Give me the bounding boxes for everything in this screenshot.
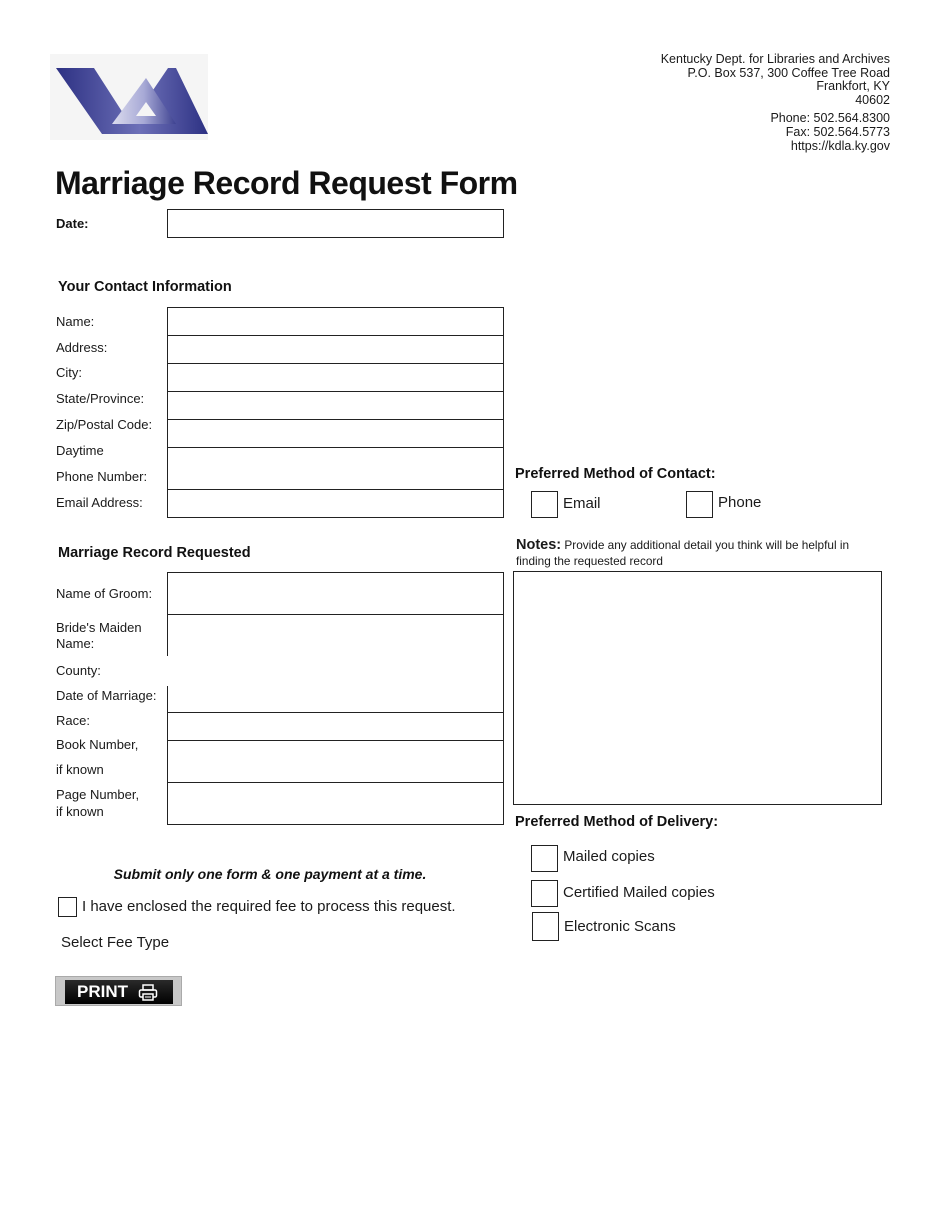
address-line: Kentucky Dept. for Libraries and Archives [660, 52, 890, 66]
agency-address-block [661, 53, 890, 153]
book-number-label-line-2: if known [56, 762, 104, 777]
fee-type-select[interactable]: Select Fee Type [61, 934, 170, 951]
marriage-date-label: Date of Marriage: [56, 688, 157, 703]
electronic-scans-label: Electronic Scans [564, 918, 676, 935]
record-section-heading: Marriage Record Requested [58, 545, 251, 561]
address-field[interactable] [167, 335, 504, 364]
daytime-label: Daytime [56, 443, 104, 458]
email-label: Email Address: [56, 495, 143, 510]
bride-label-line-2: Name: [56, 636, 95, 651]
page-number-label-line-1: Page Number, [56, 787, 140, 802]
electronic-scans-checkbox[interactable] [532, 912, 559, 941]
groom-label: Name of Groom: [56, 586, 153, 601]
printer-icon [138, 984, 158, 1001]
print-button[interactable] [55, 976, 182, 1006]
notes-label: Notes: [516, 537, 562, 553]
groom-field[interactable] [167, 572, 504, 615]
city-field[interactable] [167, 363, 504, 392]
phone-label: Phone Number: [56, 469, 148, 484]
print-button-label: PRINT [77, 982, 128, 1001]
address-line: P.O. Box 537, 300 Coffee Tree Road [687, 65, 890, 80]
date-field[interactable] [167, 209, 504, 238]
address-label: Address: [56, 340, 108, 355]
print-button-face [65, 980, 173, 1004]
race-field[interactable] [167, 712, 504, 741]
county-label: County: [56, 663, 101, 678]
email-field[interactable] [167, 489, 504, 518]
state-field[interactable] [167, 391, 504, 420]
agency-website: https://kdla.ky.gov [790, 138, 890, 153]
name-label: Name: [56, 314, 95, 329]
page-number-field[interactable] [167, 782, 504, 825]
certified-mailed-copies-checkbox[interactable] [531, 880, 558, 907]
phone-contact-checkbox[interactable] [686, 491, 713, 518]
phone-contact-label: Phone [718, 494, 762, 511]
delivery-heading: Preferred Method of Delivery: [515, 814, 719, 830]
agency-fax: Fax: 502.564.5773 [785, 124, 890, 139]
address-line: Frankfort, KY [816, 79, 890, 94]
zip-label: Zip/Postal Code: [56, 417, 153, 432]
mailed-copies-label: Mailed copies [563, 848, 655, 865]
agency-phone: Phone: 502.564.8300 [770, 111, 890, 126]
date-label: Date: [56, 216, 89, 231]
city-label: City: [56, 365, 82, 380]
race-label: Race: [56, 713, 90, 728]
bride-county-date-field[interactable] [167, 614, 504, 713]
book-number-label-line-1: Book Number, [56, 737, 139, 752]
contact-section-heading: Your Contact Information [58, 279, 232, 295]
address-line: 40602 [855, 92, 890, 107]
one-form-notice: Submit only one form & one payment at a time. [113, 866, 427, 882]
certified-mailed-copies-label: Certified Mailed copies [563, 884, 715, 901]
bride-field-left-border [167, 614, 168, 656]
preferred-contact-heading: Preferred Method of Contact: [515, 466, 716, 482]
page-title: Marriage Record Request Form [55, 165, 518, 201]
notes-textarea[interactable] [513, 571, 882, 805]
name-field[interactable] [167, 307, 504, 336]
email-contact-label: Email [563, 495, 601, 512]
fee-enclosed-label: I have enclosed the required fee to process this request. [82, 898, 456, 915]
zip-field[interactable] [167, 419, 504, 448]
bride-label-line-1: Bride's Maiden [56, 620, 142, 635]
kdla-logo [50, 54, 208, 140]
notes-heading [516, 537, 866, 569]
fee-enclosed-checkbox[interactable] [58, 897, 77, 917]
notes-hint: Provide any additional detail you think will be helpful in finding the requested record [516, 538, 850, 568]
page-number-label-line-2: if known [56, 804, 104, 819]
phone-field[interactable] [167, 447, 504, 490]
state-label: State/Province: [56, 391, 145, 406]
date-field-left-border [167, 686, 168, 713]
email-contact-checkbox[interactable] [531, 491, 558, 518]
book-number-field[interactable] [167, 740, 504, 783]
